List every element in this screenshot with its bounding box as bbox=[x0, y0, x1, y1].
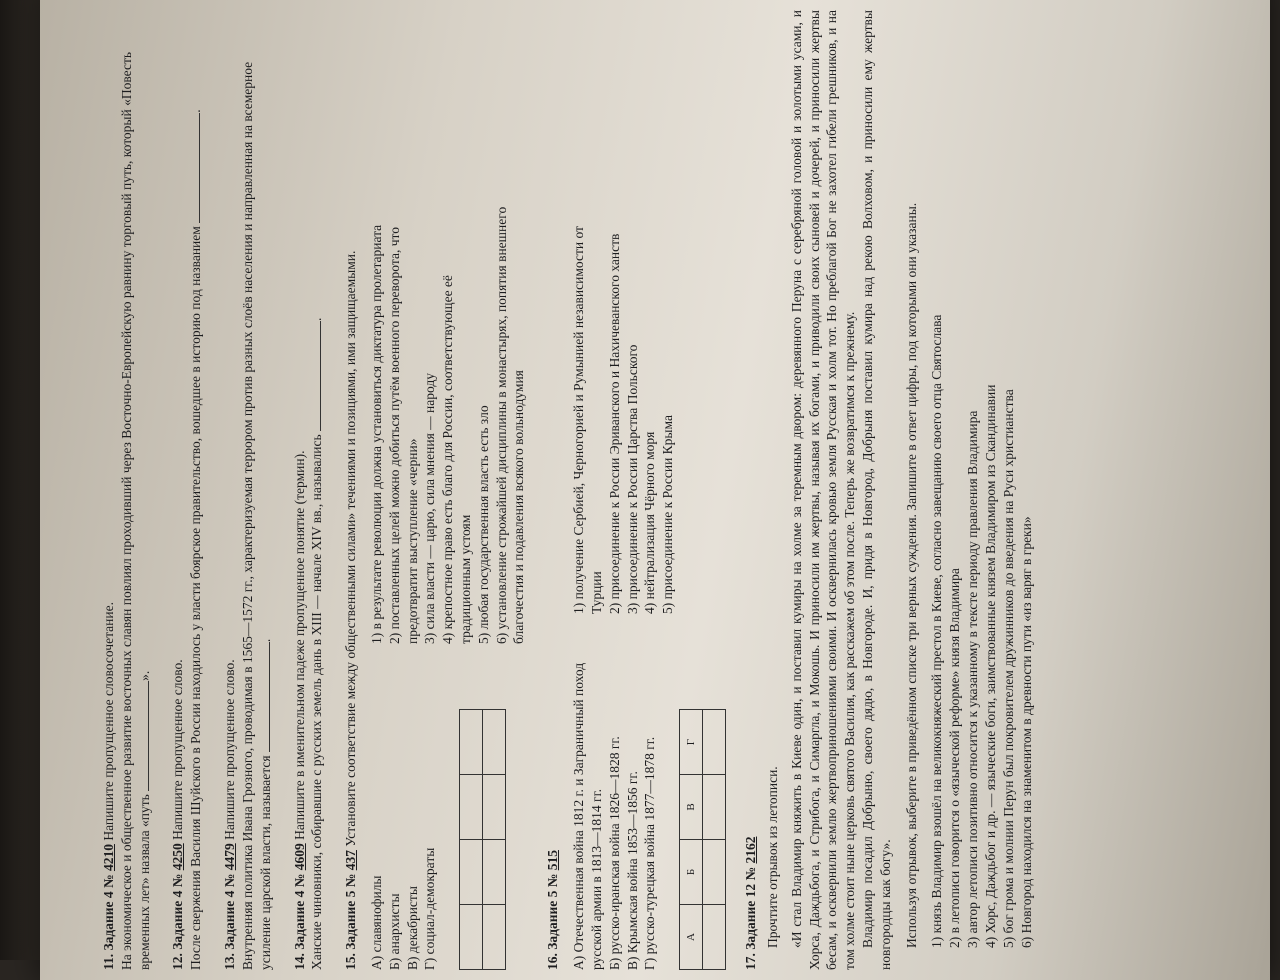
answer-blank[interactable] bbox=[148, 681, 149, 791]
task-16-right-column bbox=[570, 194, 726, 614]
worksheet-paper bbox=[40, 0, 1270, 980]
list-item: 1) в результате революции должна установиться диктатура пролетариата bbox=[368, 224, 384, 644]
list-item: А) славянофилы bbox=[368, 875, 384, 970]
task-14 bbox=[291, 10, 327, 970]
task-17-instruction: Используя отрывок, выберите в приведённом списке три верных суждения. Запишите в ответ цифры, под которыми они указаны. bbox=[903, 202, 919, 948]
list-item: Б) русско-иранская война 1826—1828 гг. bbox=[606, 736, 622, 970]
list-item: 2) присоединение к России Эриванского и Нахичеванского ханств bbox=[606, 233, 622, 614]
task-12-title: 12. Задание 4 № 4250 Напишите пропущенное слово. bbox=[170, 659, 186, 970]
answer-blank[interactable] bbox=[320, 321, 321, 431]
task-15-left-column bbox=[368, 670, 528, 970]
answer-cell[interactable] bbox=[460, 840, 483, 905]
answer-table bbox=[679, 709, 726, 970]
answer-cell[interactable] bbox=[483, 710, 506, 775]
task-15-title: 15. Задание 5 № 437 Установите соответствие между общественными силами» течениями и позициями, ими защищаемыми. bbox=[343, 250, 359, 970]
list-item: 1) получение Сербией, Черногорией и Румынией независимости от Турции bbox=[571, 226, 604, 614]
list-item: 6) установление строжайшей дисциплины в монастырях, попятия внешнего благочестия и подавления всякого вольнодумия bbox=[493, 206, 527, 644]
list-item: 1) князь Владимир взошёл на великокняжеский престол в Киеве, согласно завещанию своего отца Святослава bbox=[929, 314, 945, 948]
answer-cell[interactable] bbox=[483, 840, 506, 905]
task-15-right-column bbox=[368, 194, 528, 644]
list-item: 2) поставленных целей можно добиться путём военного переворота, что предотвратит выступление «черни» bbox=[386, 227, 420, 644]
task-11-title: 11. Задание 4 № 4210 Напишите пропущенное словосочетание. bbox=[101, 602, 116, 970]
list-item: 3) сила власти — царю, сила мнения — народу bbox=[422, 373, 438, 644]
list-item: В) декабристы bbox=[404, 886, 420, 970]
list-item: 4) нейтрализация Чёрного моря bbox=[642, 431, 658, 614]
list-item: 4) крепостное право есть благо для России, соответствующее её традиционным устоям bbox=[440, 275, 473, 644]
task-16-title: 16. Задание 5 № 515 bbox=[545, 850, 561, 970]
table-header: Б bbox=[680, 840, 703, 905]
task-17-options bbox=[928, 10, 1035, 948]
task-12 bbox=[169, 10, 205, 970]
task-16-columns bbox=[570, 10, 726, 970]
task-17-title: 17. Задание 12 № 2162 bbox=[743, 836, 759, 970]
list-item: 5) любая государственная власть есть зло bbox=[475, 405, 491, 644]
answer-cell[interactable] bbox=[460, 775, 483, 840]
list-item: 5) присоединение к России Крыма bbox=[660, 415, 676, 614]
answer-cell[interactable] bbox=[460, 710, 483, 775]
task-14-body: Ханские чиновники, собиравшие с русских земель дань в XIII — начале XIV вв., назывались . bbox=[309, 317, 325, 970]
answer-blank[interactable] bbox=[269, 642, 270, 752]
task-11-body: На экономическое и общественное развитие восточных славян повлиял проходивший через Восточно-Европейскую равнину торговый путь, который «Повесть временных лет» назвала «путь ». bbox=[118, 51, 152, 970]
chronicle-quote: Владимир посадил Добрыню, своего дядю, в Новгороде. И, придя в Новгород, Добрыня поставил кумира над рекою Волховом, и приносили ему жертвы новгородцы как богу». bbox=[860, 10, 893, 970]
list-item: Г) социал-демократы bbox=[422, 847, 438, 970]
chronicle-quote: «И стал Владимир княжить в Киеве один, и поставил кумиры на холме за теремным двором: деревянного Перуна с серебряной головой и золотыми усами, и Хорса, Даждьбога, и Стрибога, и Симаргла, и Мокошь. И приносили им жертвы, называя их богами, и приводили своих сыновей и дочерей, и приносили жертвы бесам, и осквернили землю жертвоприношениями своими. И осквернилась кровью земля Русская и холм тот. Но преблагой Бог не захотел гибели грешников, и на том холме стоит ныне церковь святого Василия, как расскажем об этом после. Теперь же возвратимся к прежнему. bbox=[788, 10, 858, 970]
answer-blank[interactable] bbox=[199, 113, 200, 223]
table-header: В bbox=[680, 775, 703, 840]
worksheet-content bbox=[100, 10, 1230, 970]
task-14-title: 14. Задание 4 № 4609 Напишите в именительном падеже пропущенное понятие (термин). bbox=[291, 450, 307, 970]
list-item: 2) в летописи говорится о «языческой реформе» князя Владимира bbox=[947, 568, 963, 948]
list-item: 3) присоединение к России Царства Польского bbox=[624, 344, 640, 614]
list-item: В) Крымская война 1853—1856 гг. bbox=[624, 771, 640, 970]
list-item: 4) Хорс, Даждьбог и др. — языческие боги, заимствованные князем Владимиром из Скандинавии bbox=[982, 384, 998, 948]
list-item: 5) бог грома и молнии Перун был покровителем дружинников до введения на Руси христианства bbox=[1000, 389, 1016, 948]
task-17-intro: Прочтите отрывок из летописи. bbox=[764, 766, 780, 948]
task-13-body: Внутренняя политика Ивана Грозного, проводимая в 1565—1572 гг., характеризуемая террором против разных слоёв населения и направленная на всемерное усиление царской власти, называется . bbox=[239, 61, 273, 970]
task-12-body: После свержения Василия Шуйского в России находилось у власти боярское правительство, вошедшее в историю под названием . bbox=[188, 109, 204, 970]
list-item: 6) Новгород находился на знаменитом в древности пути «из варяг в греки» bbox=[1018, 516, 1034, 948]
list-item: 3) автор летописи позитивно относится к указанному в тексте периоду правления Владимира bbox=[965, 410, 981, 948]
answer-cell[interactable] bbox=[483, 775, 506, 840]
answer-table bbox=[459, 709, 506, 970]
task-16 bbox=[544, 10, 726, 970]
list-item: А) Отечественная война 1812 г. и Заграничный поход русской армии в 1813—1814 гг. bbox=[571, 662, 604, 970]
task-13-title: 13. Задание 4 № 4479 Напишите пропущенное слово. bbox=[222, 659, 238, 970]
table-header: Г bbox=[680, 710, 703, 775]
task-13 bbox=[221, 10, 274, 970]
answer-cell[interactable] bbox=[703, 840, 726, 905]
task-17 bbox=[742, 10, 1035, 970]
task-15 bbox=[342, 10, 528, 970]
task-16-left-column bbox=[570, 640, 726, 970]
task-15-columns bbox=[368, 10, 528, 970]
answer-cell[interactable] bbox=[703, 775, 726, 840]
task-11 bbox=[100, 10, 153, 970]
list-item: Б) анархисты bbox=[386, 893, 402, 970]
answer-cell[interactable] bbox=[703, 710, 726, 775]
list-item: Г) русско-турецкая война 1877—1878 гг. bbox=[642, 736, 658, 970]
table-header: А bbox=[680, 905, 703, 970]
